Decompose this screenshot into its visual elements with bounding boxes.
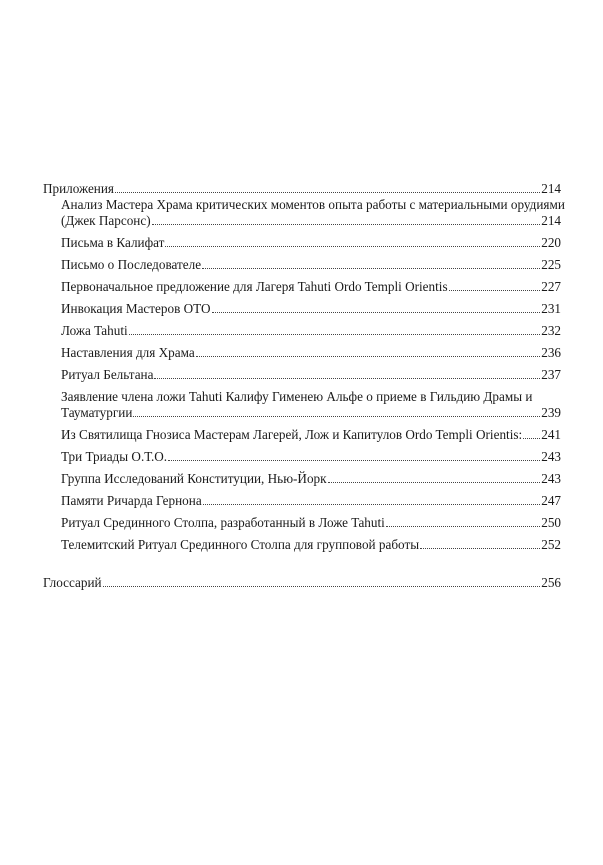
toc-entry bbox=[61, 493, 561, 509]
toc-title: Ложа Tahuti bbox=[61, 323, 128, 338]
dot-leader bbox=[115, 191, 540, 193]
toc-title: Ритуал Срединного Столпа, разработанный в Ложе Tahuti bbox=[61, 515, 385, 530]
toc-page-number: 250 bbox=[541, 515, 561, 530]
dot-leader bbox=[212, 311, 541, 313]
toc-page-number: 214 bbox=[541, 213, 561, 228]
dot-leader bbox=[196, 355, 541, 357]
dot-leader bbox=[133, 415, 540, 417]
toc-entry bbox=[61, 301, 561, 317]
toc-entry bbox=[61, 367, 561, 383]
toc-page-number: 220 bbox=[541, 235, 561, 250]
toc-page-number: 241 bbox=[541, 427, 561, 442]
toc-entry-glossary bbox=[43, 575, 561, 591]
toc-title: Первоначальное предложение для Лагеря Tahuti Ordo Templi Orientis bbox=[61, 279, 448, 294]
toc-entry bbox=[61, 427, 561, 443]
toc-page-number: 252 bbox=[541, 537, 561, 552]
dot-leader bbox=[129, 333, 541, 335]
dot-leader bbox=[165, 245, 540, 247]
toc-entry bbox=[61, 235, 561, 251]
toc-entry bbox=[61, 257, 561, 273]
toc-page-number: 243 bbox=[541, 471, 561, 486]
toc-entry bbox=[61, 471, 561, 487]
toc-title-line2: Тауматургии bbox=[61, 405, 133, 420]
toc-page-number: 232 bbox=[541, 323, 561, 338]
toc-title: Телемитский Ритуал Срединного Столпа для групповой работы bbox=[61, 537, 420, 552]
dot-leader bbox=[523, 437, 540, 439]
dot-leader bbox=[202, 267, 540, 269]
toc-title-line2: (Джек Парсонс) bbox=[61, 213, 151, 228]
toc-entry-appendix bbox=[43, 181, 561, 197]
toc-title: Письмо о Последователе bbox=[61, 257, 202, 272]
dot-leader bbox=[328, 481, 541, 483]
toc-entry bbox=[61, 197, 565, 229]
dot-leader bbox=[386, 525, 540, 527]
dot-leader bbox=[103, 585, 541, 587]
toc-title: Три Триады О.Т.О. bbox=[61, 449, 168, 464]
toc-entry bbox=[61, 537, 561, 553]
toc-page-number: 243 bbox=[541, 449, 561, 464]
toc-title: Глоссарий bbox=[43, 575, 102, 590]
toc-title: Наставления для Храма bbox=[61, 345, 195, 360]
toc-title: Ритуал Бельтана bbox=[61, 367, 154, 382]
toc-page-number: 225 bbox=[541, 257, 561, 272]
toc-page-number: 239 bbox=[541, 405, 561, 420]
toc-title-line1: Анализ Мастера Храма критических моментов опыта работы с материальными орудиями bbox=[61, 197, 565, 212]
dot-leader bbox=[420, 547, 540, 549]
toc-title: Инвокация Мастеров ОТО bbox=[61, 301, 211, 316]
toc-entry bbox=[61, 515, 561, 531]
toc-title: Письма в Калифат bbox=[61, 235, 165, 250]
dot-leader bbox=[154, 377, 540, 379]
toc-page-number: 231 bbox=[541, 301, 561, 316]
toc-page-number: 236 bbox=[541, 345, 561, 360]
dot-leader bbox=[168, 459, 540, 461]
dot-leader bbox=[152, 223, 541, 225]
toc-entry bbox=[61, 389, 561, 421]
dot-leader bbox=[449, 289, 541, 291]
toc-entry bbox=[61, 323, 561, 339]
toc-page-number: 256 bbox=[541, 575, 561, 590]
toc-title-line1: Заявление члена ложи Tahuti Калифу Гименею Альфе о приеме в Гильдию Драмы и bbox=[61, 389, 533, 404]
toc-page-number: 214 bbox=[541, 181, 561, 196]
toc-entry bbox=[61, 279, 561, 295]
toc-page-number: 247 bbox=[541, 493, 561, 508]
table-of-contents bbox=[43, 181, 565, 591]
toc-title: Приложения bbox=[43, 181, 114, 196]
toc-page-number: 237 bbox=[541, 367, 561, 382]
toc-entry bbox=[61, 449, 561, 465]
dot-leader bbox=[203, 503, 541, 505]
toc-entry bbox=[61, 345, 561, 361]
toc-page-number: 227 bbox=[541, 279, 561, 294]
toc-title: Из Святилища Гнозиса Мастерам Лагерей, Лож и Капитулов Ordo Templi Orientis: bbox=[61, 427, 523, 442]
toc-title: Памяти Ричарда Гернона bbox=[61, 493, 202, 508]
toc-title: Группа Исследований Конституции, Нью-Йорк bbox=[61, 471, 327, 486]
